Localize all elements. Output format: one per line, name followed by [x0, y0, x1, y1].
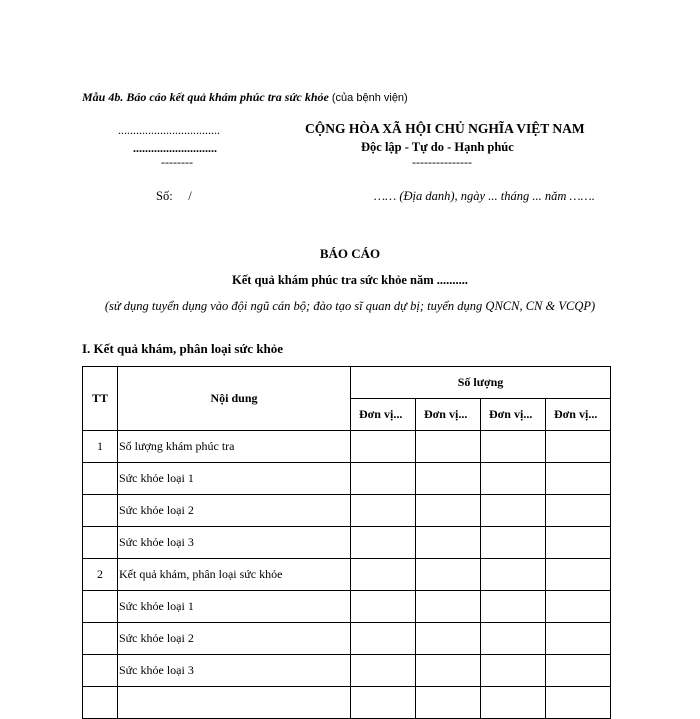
quantity-cell[interactable]: [416, 559, 481, 591]
row-content: Sức khỏe loại 2: [118, 623, 351, 655]
quantity-cell[interactable]: [546, 591, 611, 623]
quantity-cell[interactable]: [481, 623, 546, 655]
form-code: Mẫu 4b. Báo cáo kết quả khám phúc tra sức khỏe: [82, 90, 329, 104]
quantity-cell[interactable]: [351, 495, 416, 527]
quantity-cell[interactable]: [416, 591, 481, 623]
quantity-cell[interactable]: [546, 463, 611, 495]
header-quantity: Số lượng: [351, 367, 611, 399]
row-number: [83, 591, 118, 623]
header-unit: Đơn vị...: [416, 399, 481, 431]
quantity-cell[interactable]: [546, 687, 611, 719]
table-row: [83, 463, 611, 495]
quantity-cell[interactable]: [351, 591, 416, 623]
quantity-cell[interactable]: [481, 463, 546, 495]
row-number: [83, 463, 118, 495]
table-row: [83, 527, 611, 559]
quantity-cell[interactable]: [416, 687, 481, 719]
quantity-cell[interactable]: [481, 687, 546, 719]
table-row: [83, 687, 611, 719]
row-number: [83, 655, 118, 687]
quantity-cell[interactable]: [481, 655, 546, 687]
quantity-cell[interactable]: [416, 655, 481, 687]
org-name-placeholder: ..................................: [118, 123, 220, 137]
quantity-cell[interactable]: [416, 463, 481, 495]
header-unit: Đơn vị...: [481, 399, 546, 431]
quantity-cell[interactable]: [481, 527, 546, 559]
org-divider: --------: [161, 155, 193, 169]
header-unit: Đơn vị...: [351, 399, 416, 431]
row-number: [83, 687, 118, 719]
row-number: 1: [83, 431, 118, 463]
quantity-cell[interactable]: [351, 687, 416, 719]
row-content: Sức khỏe loại 3: [118, 527, 351, 559]
row-number: [83, 623, 118, 655]
quantity-cell[interactable]: [546, 527, 611, 559]
section-heading: I. Kết quả khám, phân loại sức khỏe: [82, 341, 284, 356]
results-table: [82, 366, 611, 719]
place-date: …… (Địa danh), ngày ... tháng ... năm …….: [374, 189, 595, 203]
org-unit-placeholder: ............................: [133, 141, 217, 155]
quantity-cell[interactable]: [351, 431, 416, 463]
quantity-cell[interactable]: [546, 431, 611, 463]
table-row: [83, 495, 611, 527]
row-content: Sức khỏe loại 3: [118, 655, 351, 687]
quantity-cell[interactable]: [546, 559, 611, 591]
quantity-cell[interactable]: [416, 623, 481, 655]
table-row: [83, 623, 611, 655]
quantity-cell[interactable]: [546, 495, 611, 527]
quantity-cell[interactable]: [546, 655, 611, 687]
row-content: Kết quả khám, phân loại sức khỏe: [118, 559, 351, 591]
quantity-cell[interactable]: [546, 623, 611, 655]
row-content: Sức khỏe loại 2: [118, 495, 351, 527]
national-title: CỘNG HÒA XÃ HỘI CHỦ NGHĨA VIỆT NAM: [305, 121, 585, 136]
row-content: Số lượng khám phúc tra: [118, 431, 351, 463]
row-content: Sức khỏe loại 1: [118, 463, 351, 495]
quantity-cell[interactable]: [481, 495, 546, 527]
row-number: [83, 495, 118, 527]
quantity-cell[interactable]: [416, 495, 481, 527]
report-title: BÁO CÁO: [319, 246, 381, 261]
quantity-cell[interactable]: [351, 463, 416, 495]
quantity-cell[interactable]: [481, 591, 546, 623]
report-note: (sử dụng tuyển dụng vào đội ngũ cán bộ; đào tạo sĩ quan dự bị; tuyển dụng QNCN, CN & VCQP): [104, 299, 596, 313]
row-number: 2: [83, 559, 118, 591]
table-row: [83, 559, 611, 591]
form-note: (của bệnh viện): [331, 92, 408, 104]
header-unit: Đơn vị...: [546, 399, 611, 431]
quantity-cell[interactable]: [481, 431, 546, 463]
report-subtitle: Kết quả khám phúc tra sức khỏe năm ..........: [232, 273, 468, 287]
header-content: Nội dung: [118, 367, 351, 431]
quantity-cell[interactable]: [351, 559, 416, 591]
row-content: [118, 687, 351, 719]
row-number: [83, 527, 118, 559]
quantity-cell[interactable]: [416, 431, 481, 463]
quantity-cell[interactable]: [351, 655, 416, 687]
motto-divider: ---------------: [412, 155, 472, 169]
table-row: [83, 431, 611, 463]
document-number: Số: /: [156, 189, 192, 203]
row-content: Sức khỏe loại 1: [118, 591, 351, 623]
table-row: [83, 655, 611, 687]
quantity-cell[interactable]: [351, 527, 416, 559]
form-title: [82, 90, 408, 105]
quantity-cell[interactable]: [416, 527, 481, 559]
table-row: [83, 591, 611, 623]
header-tt: TT: [83, 367, 118, 431]
national-motto: Độc lập - Tự do - Hạnh phúc: [361, 140, 514, 154]
quantity-cell[interactable]: [481, 559, 546, 591]
quantity-cell[interactable]: [351, 623, 416, 655]
